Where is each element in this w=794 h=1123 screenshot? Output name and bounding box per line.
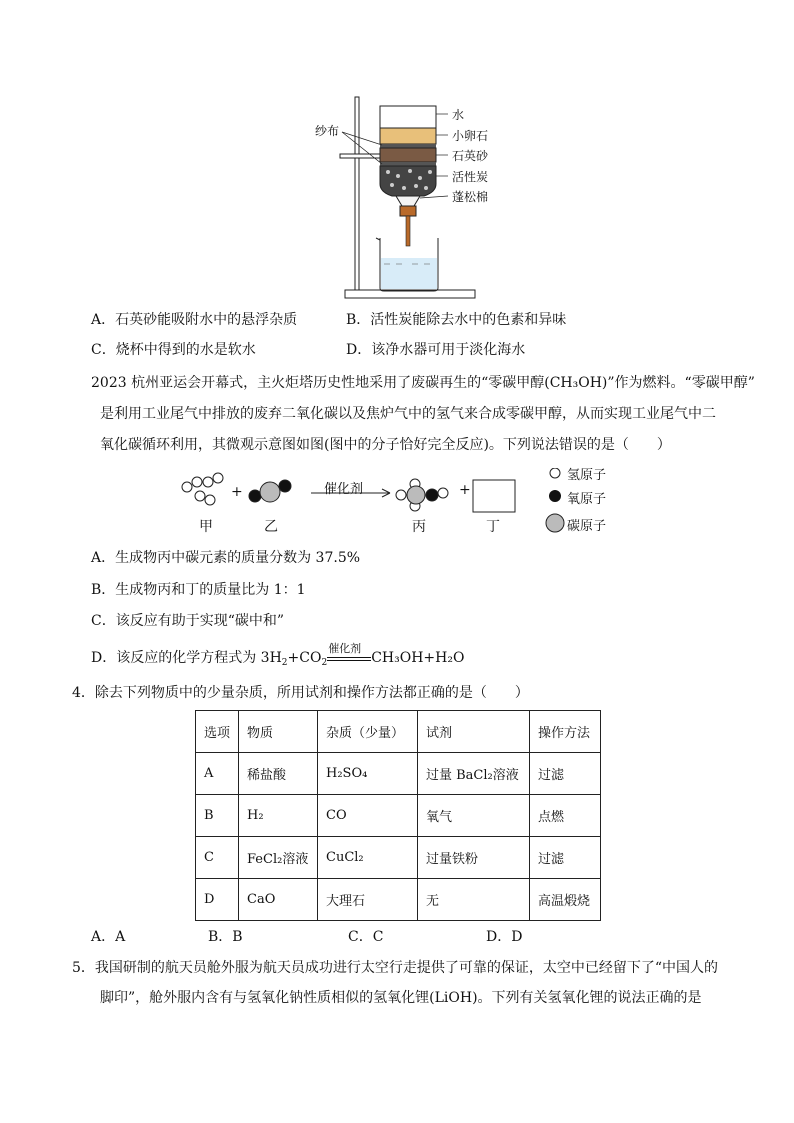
clamp-arm (340, 154, 382, 158)
bottle-quartz-layer (380, 148, 436, 162)
table-cell: 大理石 (318, 879, 418, 921)
table-cell: A (196, 753, 239, 795)
label-quartz-sand: 石英砂 (452, 149, 489, 163)
options-table (195, 710, 601, 921)
legend-c-label: 碳原子 (567, 519, 607, 534)
table-cell: H₂ (239, 795, 318, 837)
molecule-bing (396, 479, 448, 511)
molecule-yi (249, 480, 291, 502)
table-cell: B (196, 795, 239, 837)
bottle-cotton-neck (396, 196, 420, 206)
table-row (196, 753, 601, 795)
table-cell: 点燃 (530, 795, 601, 837)
label-ding: 丁 (486, 519, 500, 535)
q3-option-c: C．该反应有助于实现“碳中和” (91, 613, 285, 629)
legend-h-icon (550, 468, 560, 478)
table-header: 操作方法 (530, 711, 601, 753)
q5-line1: 5．我国研制的航天员舱外服为航天员成功进行太空行走提供了可靠的保证，太空中已经留下了“中国人的 (72, 960, 719, 976)
label-jia: 甲 (199, 519, 213, 535)
table-cell: CaO (239, 879, 318, 921)
table-cell: H₂SO₄ (318, 753, 418, 795)
table-cell: 稀盐酸 (239, 753, 318, 795)
q2-option-d: D．该净水器可用于淡化海水 (346, 342, 526, 358)
q2-option-b: B．活性炭能除去水中的色素和异味 (346, 312, 567, 328)
bottle-water-layer (380, 106, 436, 128)
table-cell: CuCl₂ (318, 837, 418, 879)
q5-line2: 脚印”，舱外服内含有与氢氧化钠性质相似的氢氧化锂(LiOH)。下列有关氢氧化锂的说法正确的是 (100, 990, 702, 1006)
table-cell: 过滤 (530, 753, 601, 795)
beaker-water (381, 258, 437, 289)
gauze-1 (380, 144, 436, 148)
table-cell: 过量 BaCl₂溶液 (418, 753, 530, 795)
label-gauze: 纱布 (315, 124, 340, 138)
label-cotton: 蓬松棉 (452, 190, 489, 204)
stand-rod (355, 97, 359, 295)
table-cell: 过滤 (530, 837, 601, 879)
table-cell: 氧气 (418, 795, 530, 837)
gauze-2 (380, 162, 436, 166)
product-ding-box (473, 480, 515, 512)
reaction-diagram (175, 468, 625, 538)
legend-o-label: 氧原子 (567, 492, 607, 507)
table-cell: 无 (418, 879, 530, 921)
legend-h-label: 氢原子 (567, 468, 607, 483)
label-pebbles: 小卵石 (452, 129, 489, 143)
table-cell: CO (318, 795, 418, 837)
legend-o-icon (549, 490, 561, 502)
bottle-pebble-layer (380, 128, 436, 144)
plus-1: + (231, 484, 243, 500)
q3-option-b: B．生成物丙和丁的质量比为 1：1 (91, 582, 306, 598)
table-row (196, 879, 601, 921)
q4-answer-b: B．B (208, 929, 243, 945)
label-yi: 乙 (264, 519, 278, 535)
table-cell: C (196, 837, 239, 879)
molecule-jia (182, 473, 223, 505)
q4-answer-d: D．D (486, 929, 523, 945)
q4-answer-c: C．C (348, 929, 384, 945)
table-row (196, 837, 601, 879)
plus-2: + (459, 482, 471, 498)
table-header: 杂质（少量） (318, 711, 418, 753)
table-header: 选项 (196, 711, 239, 753)
q3-stem-line2: 是利用工业尾气中排放的废弃二氧化碳以及焦炉气中的氢气来合成零碳甲醇，从而实现工业尾气中二 (100, 406, 716, 422)
outlet-tube (406, 216, 410, 246)
stopper (400, 206, 416, 216)
q2-option-c: C．烧杯中得到的水是软水 (91, 342, 256, 358)
legend-c-icon (546, 514, 564, 532)
equation-catalyst: 催化剂 (328, 642, 362, 655)
table-cell: 高温煅烧 (530, 879, 601, 921)
q3-option-a: A．生成物丙中碳元素的质量分数为 37.5% (91, 550, 361, 566)
q2-option-a: A．石英砂能吸附水中的悬浮杂质 (91, 312, 298, 328)
catalyst-label: 催化剂 (324, 482, 364, 497)
table-cell: 过量铁粉 (418, 837, 530, 879)
q4-answer-a: A．A (91, 929, 126, 945)
label-activated-carbon: 活性炭 (452, 170, 489, 184)
q3-stem-line1: 2023 杭州亚运会开幕式，主火炬塔历史性地采用了废碳再生的“零碳甲醇(CH₃OH)”作为燃料。“零碳甲醇” (91, 375, 755, 391)
table-cell: FeCl₂溶液 (239, 837, 318, 879)
q3-option-d: D．该反应的化学方程式为 $3H_2+CO_2$ 催化剂 CH₃OH+H₂O (91, 648, 464, 673)
q3-stem-line3: 氧化碳循环利用，其微观示意图如图(图中的分子恰好完全反应)。下列说法错误的是（ ） (100, 437, 671, 453)
table-header: 物质 (239, 711, 318, 753)
label-bing: 丙 (412, 519, 426, 535)
table-row (196, 795, 601, 837)
label-water: 水 (452, 108, 465, 122)
q4-stem: 4．除去下列物质中的少量杂质，所用试剂和操作方法都正确的是（ ） (72, 685, 529, 701)
table-header: 试剂 (418, 711, 530, 753)
table-cell: D (196, 879, 239, 921)
table-header-row (196, 711, 601, 753)
